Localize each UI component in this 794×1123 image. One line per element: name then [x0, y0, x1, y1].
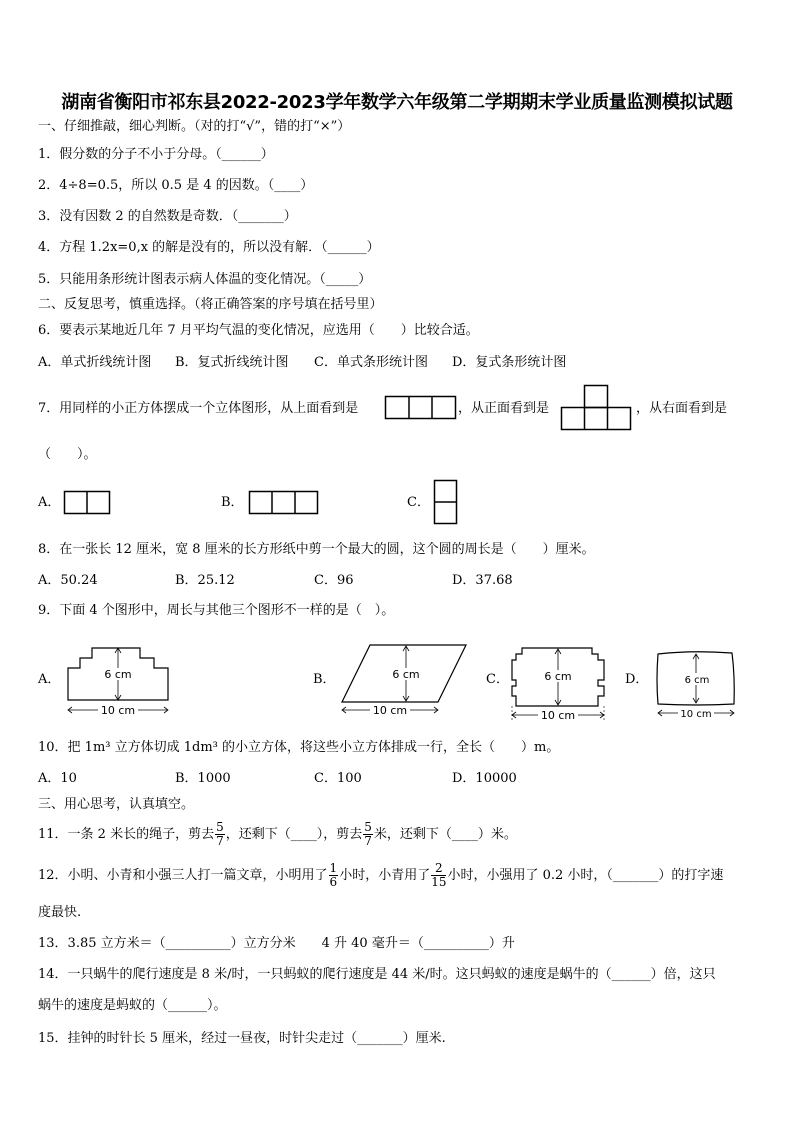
q9-a-width-label: 10 cm: [100, 704, 136, 717]
q10-option-b: B．1000: [175, 771, 231, 786]
question-13: 13．3.85 立方米＝（__________）立方分米 4 升 40 毫升＝（__________）升: [38, 936, 515, 951]
q12-text-b: 小时，小青用了: [339, 868, 431, 883]
question-12-continued: 度最快.: [38, 905, 82, 920]
q12-text-c: 小时，小强用了 0.2 小时，（_______）的打字速: [447, 868, 724, 883]
q8-option-a: A．50.24: [38, 573, 98, 588]
question-9: 9．下面 4 个图形中，周长与其他三个图形不一样的是（ ）。: [38, 603, 395, 618]
q7-option-b-figure: [249, 491, 320, 515]
question-14-line-1: 14．一只蜗牛的爬行速度是 8 米/时，一只蚂蚁的爬行速度是 44 米/时。这只蚂蚁的速度是蜗牛的（______）倍，这只: [38, 967, 716, 982]
question-12: [38, 859, 723, 893]
question-7-tail: （ ）。: [38, 447, 97, 462]
q9-d-height-label: 6 cm: [684, 675, 710, 686]
q9-a-height-label: 6 cm: [104, 668, 132, 681]
question-6: 6．要表示某地近几年 7 月平均气温的变化情况，应选用（ ）比较合适。: [38, 323, 479, 338]
q6-option-d: D．复式条形统计图: [452, 355, 567, 370]
question-1: 1．假分数的分子不小于分母。（______）: [38, 147, 274, 162]
question-2: 2．4÷8=0.5，所以 0.5 是 4 的因数。（____）: [38, 178, 314, 193]
q9-d-width-label: 10 cm: [680, 709, 712, 720]
q9-option-a-label: A．: [38, 672, 61, 687]
section-2-heading: 二、反复思考，慎重选择。（将正确答案的序号填在括号里）: [38, 297, 383, 312]
q11-fraction-1: $\frac{5}{7}$: [216, 820, 224, 848]
q8-option-d: D．37.68: [452, 573, 513, 588]
question-11: [38, 818, 517, 852]
q11-text-c: 米，还剩下（____）米。: [373, 827, 517, 842]
q10-option-a: A．10: [38, 771, 77, 786]
q9-b-height-label: 6 cm: [392, 668, 420, 681]
q7-option-c-label: C．: [407, 495, 430, 510]
q8-option-b: B．25.12: [175, 573, 235, 588]
q7-front-view-figure: [561, 385, 632, 431]
section-3-heading: 三、用心思考，认真填空。: [38, 797, 195, 812]
q11-text-b: ，还剩下（____），剪去: [225, 827, 363, 842]
q11-fraction-2: $\frac{5}{7}$: [364, 820, 372, 848]
q9-b-width-label: 10 cm: [372, 704, 408, 717]
question-7-part1: 7．用同样的小正方体摆成一个立体图形，从上面看到是: [38, 401, 359, 416]
q7-option-a-label: A．: [38, 495, 61, 510]
q6-option-a: A．单式折线统计图: [38, 355, 152, 370]
question-14-line-2: 蜗牛的速度是蚂蚁的（______）。: [38, 998, 227, 1013]
q8-option-c: C．96: [314, 573, 354, 588]
q10-option-d: D．10000: [452, 771, 517, 786]
question-7-part2: ，从正面看到是: [458, 401, 550, 416]
question-4: 4．方程 1.2x=0,x 的解是没有的，所以没有解．（______）: [38, 240, 380, 255]
q7-option-a-figure: [64, 491, 112, 515]
q9-figure-b: [336, 640, 476, 720]
q9-option-b-label: B．: [313, 672, 336, 687]
q10-option-c: C．100: [314, 771, 362, 786]
q9-figure-a: [62, 640, 182, 720]
question-10: 10．把 1m³ 立方体切成 1dm³ 的小立方体，将这些小立方体排成一行，全长（ ）m。: [38, 740, 560, 755]
question-8: 8．在一张长 12 厘米，宽 8 厘米的长方形纸中剪一个最大的圆，这个圆的周长是（ ）厘米。: [38, 542, 595, 557]
q9-option-c-label: C．: [486, 672, 509, 687]
question-7-part3: ，从右面看到是: [636, 401, 728, 416]
question-3: 3．没有因数 2 的自然数是奇数．（_______）: [38, 209, 297, 224]
q12-fraction-1: $\frac{1}{6}$: [329, 861, 338, 889]
q9-figure-c: [508, 640, 618, 725]
q9-option-d-label: D．: [625, 672, 649, 687]
q7-option-b-label: B．: [221, 495, 244, 510]
q6-option-c: C．单式条形统计图: [314, 355, 428, 370]
q9-c-width-label: 10 cm: [540, 709, 576, 722]
q7-option-c-figure: [434, 480, 459, 526]
q11-text-a: 11．一条 2 米长的绳子，剪去: [38, 827, 215, 842]
question-15: 15．挂钟的时针长 5 厘米，经过一昼夜，时针尖走过（_______）厘米.: [38, 1031, 446, 1046]
q12-text-a: 12．小明、小青和小强三人打一篇文章，小明用了: [38, 868, 328, 883]
q9-figure-d: [652, 646, 748, 721]
q12-fraction-2: $\frac{2}{15}$: [431, 861, 447, 889]
q6-option-b: B．复式折线统计图: [175, 355, 289, 370]
q7-top-view-figure: [385, 396, 457, 420]
q9-c-height-label: 6 cm: [544, 670, 572, 683]
section-1-heading: 一、仔细推敲，细心判断。（对的打“√”，错的打“×”）: [38, 119, 351, 134]
page-title: 湖南省衡阳市祁东县2022-2023学年数学六年级第二学期期末学业质量监测模拟试题: [61, 92, 733, 113]
question-5: 5．只能用条形统计图表示病人体温的变化情况。（_____）: [38, 272, 372, 287]
